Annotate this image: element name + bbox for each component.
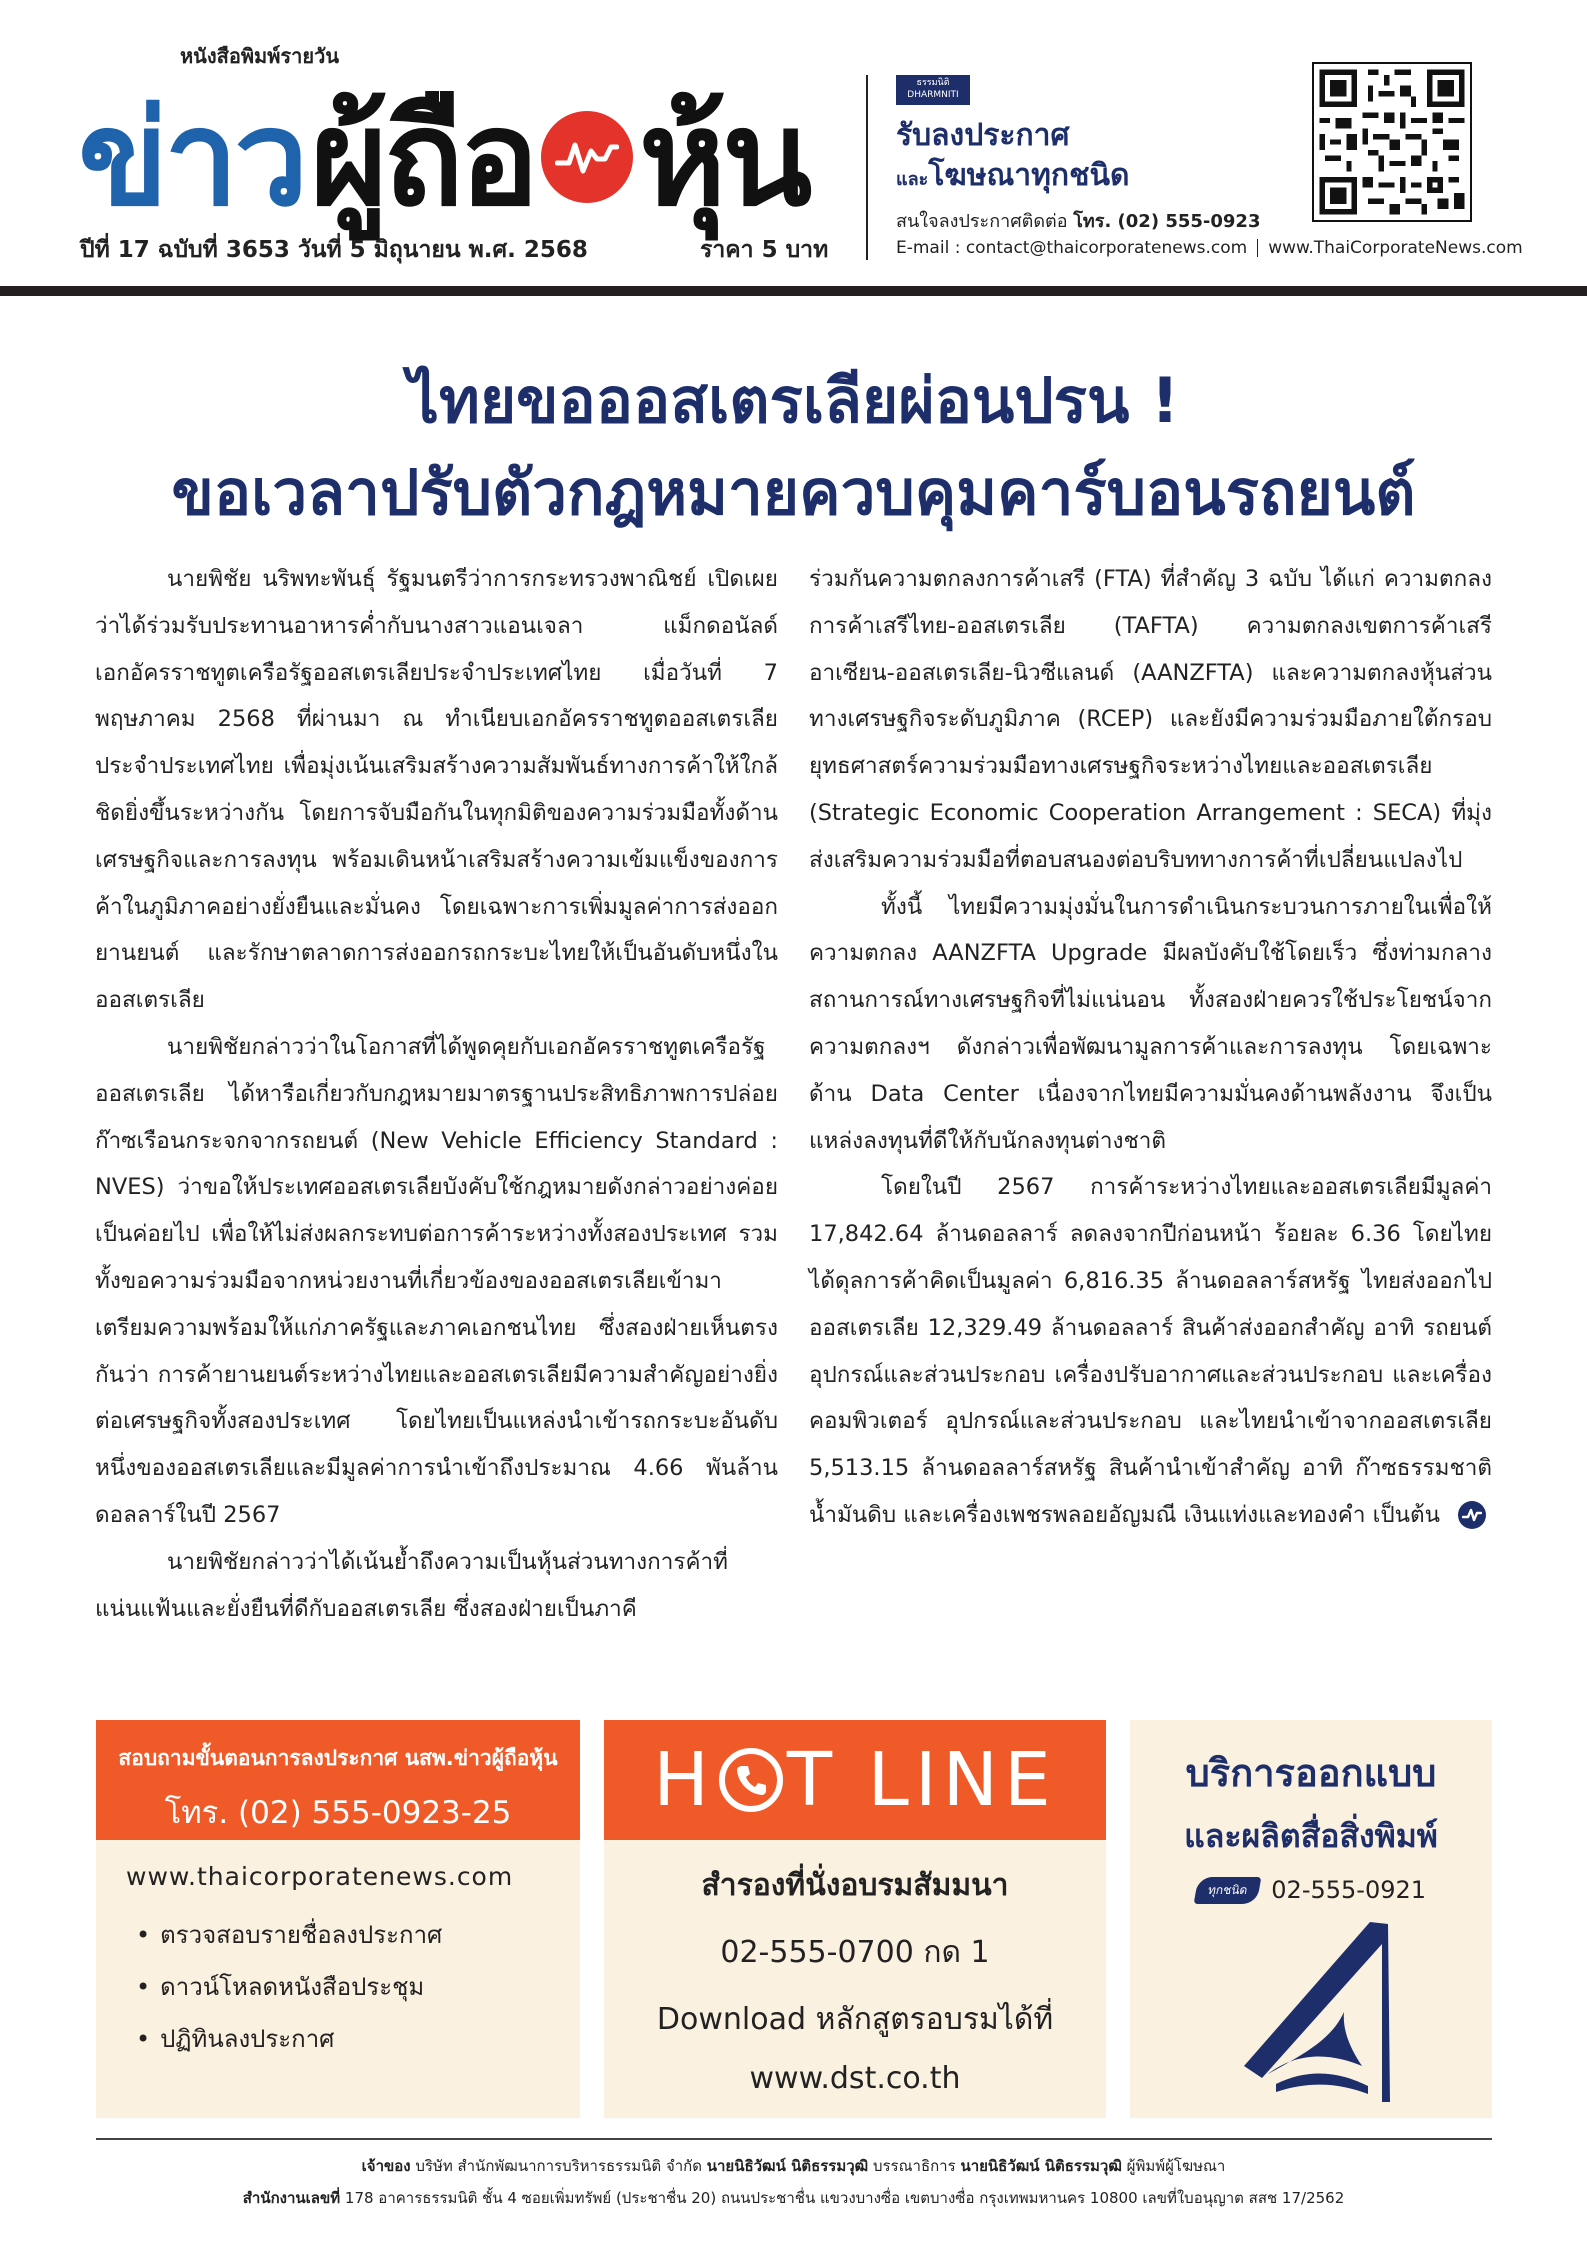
tagline: หนังสือพิมพ์รายวัน [180,44,339,68]
publisher-badge [896,75,970,105]
logo-part-3: หุ้น [639,82,809,236]
footer-rule [96,2138,1492,2140]
hotline-box [604,1720,1106,2118]
masthead-divider [866,75,868,260]
list-item[interactable]: • ปฏิทินลงประกาศ [136,2013,580,2065]
design-service-badge: ทุกชนิด [1194,1877,1262,1904]
phone-icon [719,1748,783,1812]
list-item[interactable]: • ตรวจสอบรายชื่อลงประกาศ [136,1909,580,1961]
article-paragraph-continued: ร่วมกันความตกลงการค้าเสรี (FTA) ที่สำคัญ 3 ฉบับ ได้แก่ ความตกลงการค้าเสรีไทย-ออสเตรเลีย (TAFTA) ความตกลงเขตการค้าเสรีอาเซียน-ออสเตรเลีย-นิวซีแลนด์ (AANZFTA) และความตกลงหุ้นส่วนทางเศรษฐกิจระดับภูมิภาค (RCEP) และยังมีความร่วมมือภายใต้กรอบยุทธศาสตร์ความร่วมมือทางเศรษฐกิจระหว่างไทยและออสเตรเลีย (Strategic Economic Cooperation Arrangement : SECA) ที่มุ่งส่งเสริมความร่วมมือที่ตอบสนองต่อบริบททางการค้าที่เปลี่ยนแปลงไป [809,566,1492,873]
footer-publisher-label: ผู้พิมพ์ผู้โฆษณา [1121,2157,1226,2175]
list-item[interactable]: • ดาวน์โหลดหนังสือประชุม [136,1961,580,2013]
article-column-left [95,556,778,1632]
announcement-services [96,1891,580,2065]
ad-email[interactable]: E-mail : contact@thaicorporatenews.com [896,238,1248,258]
article-paragraph-final [809,1164,1492,1538]
ad-website[interactable]: www.ThaiCorporateNews.com [1268,238,1523,258]
announcement-website[interactable]: www.thaicorporatenews.com [126,1862,514,1891]
footer-credits [0,2154,1587,2178]
article-paragraph: นายพิชัยกล่าวว่าในโอกาสที่ได้พูดคุยกับเอกอัครราชทูตเครือรัฐออสเตรเลีย ได้หารือเกี่ยวกับกฎหมายมาตรฐานประสิทธิภาพการปล่อยก๊าซเรือนกระจกจากรถยนต์ (New Vehicle Efficiency Standard : NVES) ว่าขอให้ประเทศออสเตรเลียบังคับใช้กฎหมายดังกล่าวอย่างค่อยเป็นค่อยไป เพื่อให้ไม่ส่งผลกระทบต่อการค้าระหว่างทั้งสองประเทศ รวมทั้งขอความร่วมมือจากหน่วยงานที่เกี่ยวข้องของออสเตรเลียเข้ามาเตรียมความพร้อมให้แก่ภาครัฐและภาคเอกชนไทย ซึ่งสองฝ่ายเห็นตรงกันว่า การค้ายานยนต์ระหว่างไทยและออสเตรเลียมีความสำคัญอย่างยิ่งต่อเศรษฐกิจทั้งสองประเทศ โดยไทยเป็นแหล่งนำเข้ารถกระบะอันดับหนึ่งของออสเตรเลียและมีมูลค่าการนำเข้าถึงประมาณ 4.66 พันล้านดอลลาร์ในปี 2567 [95,1033,778,1528]
headline-line-2: ขอเวลาปรับตัวกฎหมายควบคุมคาร์บอนรถยนต์ [171,456,1416,529]
masthead [0,0,1587,300]
price: ราคา 5 บาท [700,237,829,263]
hotline-seminar: สำรองที่นั่งอบรมสัมมนา [701,1868,1009,1903]
ad-email-divider [1257,239,1258,257]
dharmniti-logo-icon [1242,1916,1392,2110]
hotline-header [604,1720,1106,1840]
headline-line-1: ไทยขอออสเตรเลียผ่อนปรน ! [407,364,1180,437]
footer-owner-label: เจ้าของ [361,2157,411,2175]
footer-editor-label: บรรณาธิการ [868,2157,961,2175]
article-paragraph: นายพิชัยกล่าวว่าได้เน้นย้ำถึงความเป็นหุ้นส่วนทางการค้าที่แน่นแฟ้นและยั่งยืนที่ดีกับออสเตรเลีย ซึ่งสองฝ่ายเป็นภาคี [95,1548,729,1622]
announcement-box-header [96,1720,580,1840]
footer-owner: บริษัท สำนักพัฒนาการบริหารธรรมนิติ จำกัด [410,2157,707,2175]
footer-office-label: สำนักงานเลขที่ [242,2189,341,2207]
ad-email-line [896,238,1523,258]
footer-address [0,2186,1587,2210]
footer-editor-name: นายนิธิวัฒน์ นิติธรรมวุฒิ [706,2157,869,2175]
footer-office-address: 178 อาคารธรรมนิติ ชั้น 4 ซอยเพิ่มทรัพย์ (ประชาชื่น 20) ถนนประชาชื่น แขวงบางซื่อ เขตบางซื่อ กรุงเทพมหานคร 10800 เลขที่ใบอนุญาต สสช 17/2562 [340,2189,1345,2207]
hotline-download: Download หลักสูตรอบรมได้ที่ [656,2002,1054,2037]
ad-title-2-main: โฆษณาทุกชนิด [928,158,1130,193]
masthead-rule [0,286,1587,296]
design-service-phone[interactable]: 02-555-0921 [1271,1876,1427,1904]
publisher-badge-top: ธรรมนิติ [916,78,950,88]
ad-title-1: รับลงประกาศ [896,118,1070,153]
ad-title-2-prefix: และ [896,169,929,190]
issue-info: ปีที่ 17 ฉบับที่ 3653 วันที่ 5 มิถุนายน พ.ศ. 2568 [80,237,588,263]
article-paragraph-text: โดยในปี 2567 การค้าระหว่างไทยและออสเตรเลียมีมูลค่า 17,842.64 ล้านดอลลาร์ ลดลงจากปีก่อนหน้า ร้อยละ 6.36 โดยไทยได้ดุลการค้าคิดเป็นมูลค่า 6,816.35 ล้านดอลลาร์สหรัฐ ไทยส่งออกไปออสเตรเลีย 12,329.49 ล้านดอลลาร์ สินค้าส่งออกสำคัญ อาทิ รถยนต์ อุปกรณ์และส่วนประกอบ เครื่องปรับอากาศและส่วนประกอบ และเครื่องคอมพิวเตอร์ อุปกรณ์และส่วนประกอบ และไทยนำเข้าจากออสเตรเลีย 5,513.15 ล้านดอลลาร์สหรัฐ สินค้านำเข้าสำคัญ อาทิ ก๊าซธรรมชาติ น้ำมันดิบ และเครื่องเพชรพลอยอัญมณี เงินแท่งและทองคำ เป็นต้น [809,1174,1492,1528]
article-column-right [809,556,1492,1539]
headline [0,355,1587,539]
stock-graph-icon [541,111,633,203]
ad-contact [896,206,1260,235]
hotline-title-end: T LINE [786,1737,1057,1823]
hotline-website[interactable]: www.dst.co.th [749,2061,961,2096]
design-service-subtitle: และผลิตสื่อสิ่งพิมพ์ [1184,1817,1438,1855]
newspaper-logo [78,55,809,236]
announcement-box [96,1720,580,2118]
ad-title-2 [896,152,1129,199]
article-paragraph: ทั้งนี้ ไทยมีความมุ่งมั่นในการดำเนินกระบวนการภายในเพื่อให้ความตกลง AANZFTA Upgrade มีผลบังคับใช้โดยเร็ว ซึ่งท่ามกลางสถานการณ์ทางเศรษฐกิจที่ไม่แน่นอน ทั้งสองฝ่ายควรใช้ประโยชน์จากความตกลงฯ ดังกล่าวเพื่อพัฒนามูลการค้าและการลงทุน โดยเฉพาะด้าน Data Center เนื่องจากไทยมีความมั่นคงด้านพลังงาน จึงเป็นแหล่งลงทุนที่ดีให้กับนักลงทุนต่างชาติ [809,893,1492,1154]
hotline-phone[interactable]: 02-555-0700 กด 1 [720,1935,990,1970]
announcement-phone[interactable]: โทร. (02) 555-0923-25 [164,1795,512,1831]
end-of-article-icon [1458,1501,1486,1529]
hotline-body [604,1840,1106,2096]
ad-contact-phone[interactable]: โทร. (02) 555-0923 [1073,211,1261,232]
design-service-box [1130,1720,1492,2118]
footer-publisher-name: นายนิธิวัฒน์ นิติธรรมวุฒิ [960,2157,1122,2175]
publisher-badge-bottom: DHARMNITI [907,90,959,100]
qr-code-icon[interactable] [1312,62,1472,222]
ad-contact-prefix: สนใจลงประกาศติดต่อ [896,211,1074,232]
design-service-title: บริการออกแบบ [1185,1751,1437,1795]
announcement-inquiry: สอบถามขั้นตอนการลงประกาศ นสพ.ข่าวผู้ถือหุ้น [118,1746,558,1770]
design-service-contact [1130,1876,1492,1904]
logo-part-2: ผู้ถือ [310,82,536,236]
article-paragraph: นายพิชัย นริพทะพันธุ์ รัฐมนตรีว่าการกระทรวงพาณิชย์ เปิดเผยว่าได้ร่วมรับประทานอาหารค่ำกับนางสาวแอนเจลา แม็กดอนัลด์ เอกอัครราชทูตเครือรัฐออสเตรเลียประจำประเทศไทย เมื่อวันที่ 7 พฤษภาคม 2568 ที่ผ่านมา ณ ทำเนียบเอกอัครราชทูตออสเตรเลียประจำประเทศไทย เพื่อมุ่งเน้นเสริมสร้างความสัมพันธ์ทางการค้าให้ใกล้ชิดยิ่งขึ้นระหว่างกัน โดยการจับมือกันในทุกมิติของความร่วมมือทั้งด้านเศรษฐกิจและการลงทุน พร้อมเดินหน้าเสริมสร้างความเข้มแข็งของการค้าในภูมิภาคอย่างยั่งยืนและมั่นคง โดยเฉพาะการเพิ่มมูลค่าการส่งออกยานยนต์ และรักษาตลาดการส่งออกรถกระบะไทยให้เป็นอันดับหนึ่งในออสเตรเลีย [95,566,778,1014]
logo-part-1: ข่าว [78,82,305,236]
hotline-title-start: H [653,1737,715,1823]
